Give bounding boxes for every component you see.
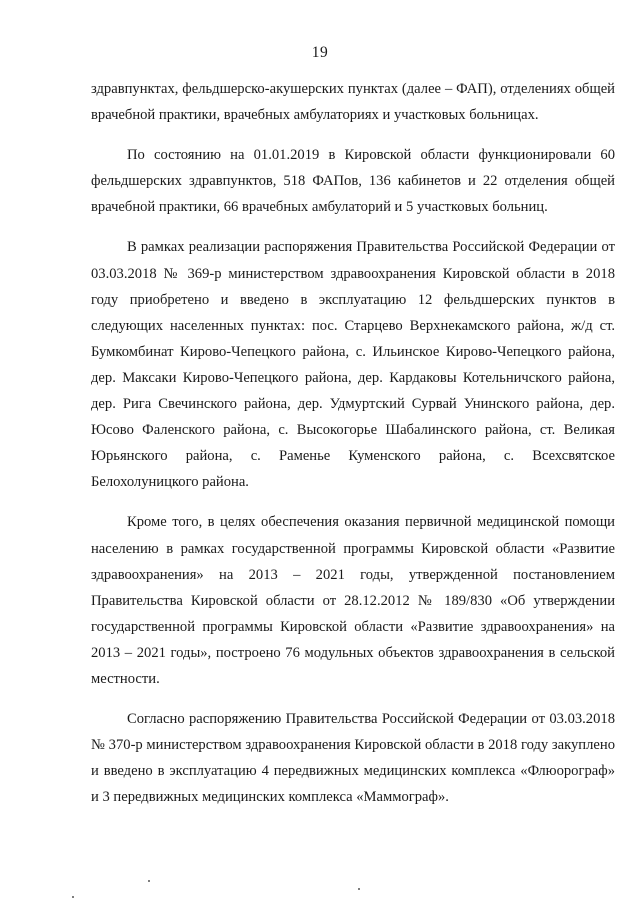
paragraph-2: По состоянию на 01.01.2019 в Кировской области функционировали 60 фельдшерских здравпунктов, 518 ФАПов, 136 кабинетов и 22 отделения общей врачебной практики, 66 врачебных амбулаторий и 5 участковых больниц. bbox=[91, 147, 615, 216]
paragraph-4: Кроме того, в целях обеспечения оказания первичной медицинской помощи населению в рамках государственной программы Кировской области «Развитие здравоохранения» на 2013 – 2021 годы, утвержденной постановлением Правительства Кировской области от 28.12.2012 № 189/830 «Об утверждении государственной программы Кировской области «Развитие здравоохранения» на 2013 – 2021 годы», построено 76 модульных объектов здравоохранения в сельской местности. bbox=[91, 514, 615, 687]
scan-speck bbox=[358, 888, 360, 890]
document-body bbox=[91, 76, 615, 810]
paragraph-1: здравпунктах, фельдшерско-акушерских пунктах (далее – ФАП), отделениях общей врачебной практики, врачебных амбулаториях и участковых больницах. bbox=[91, 81, 615, 124]
paragraph-3: В рамках реализации распоряжения Правительства Российской Федерации от 03.03.2018 № 369-р министерством здравоохранения Кировской области в 2018 году приобретено и введено в эксплуатацию 12 фельдшерских пунктов в следующих населенных пунктах: пос. Старцево Верхнекамского района, ж/д ст. Бумкомбинат Кирово-Чепецкого района, с. Ильинское Кирово-Чепецкого района, дер. Максаки Кирово-Чепецкого района, дер. Кардаковы Котельничского района, дер. Рига Свечинского района, дер. Удмуртский Сурвай Унинского района, дер. Юсово Фаленского района, с. Высокогорье Шабалинского района, ст. Великая Юрьянского района, с. Раменье Куменского района, с. Всехсвятское Белохолуницкого района. bbox=[91, 239, 615, 491]
scan-speck bbox=[72, 896, 74, 898]
page-number: 19 bbox=[311, 44, 329, 61]
scan-speck bbox=[148, 880, 150, 882]
paragraph-5: Согласно распоряжению Правительства Российской Федерации от 03.03.2018 № 370-р министерством здравоохранения Кировской области в 2018 году закуплено и введено в эксплуатацию 4 передвижных медицинских комплекса «Флюорограф» и 3 передвижных медицинских комплекса «Маммограф». bbox=[91, 711, 615, 806]
